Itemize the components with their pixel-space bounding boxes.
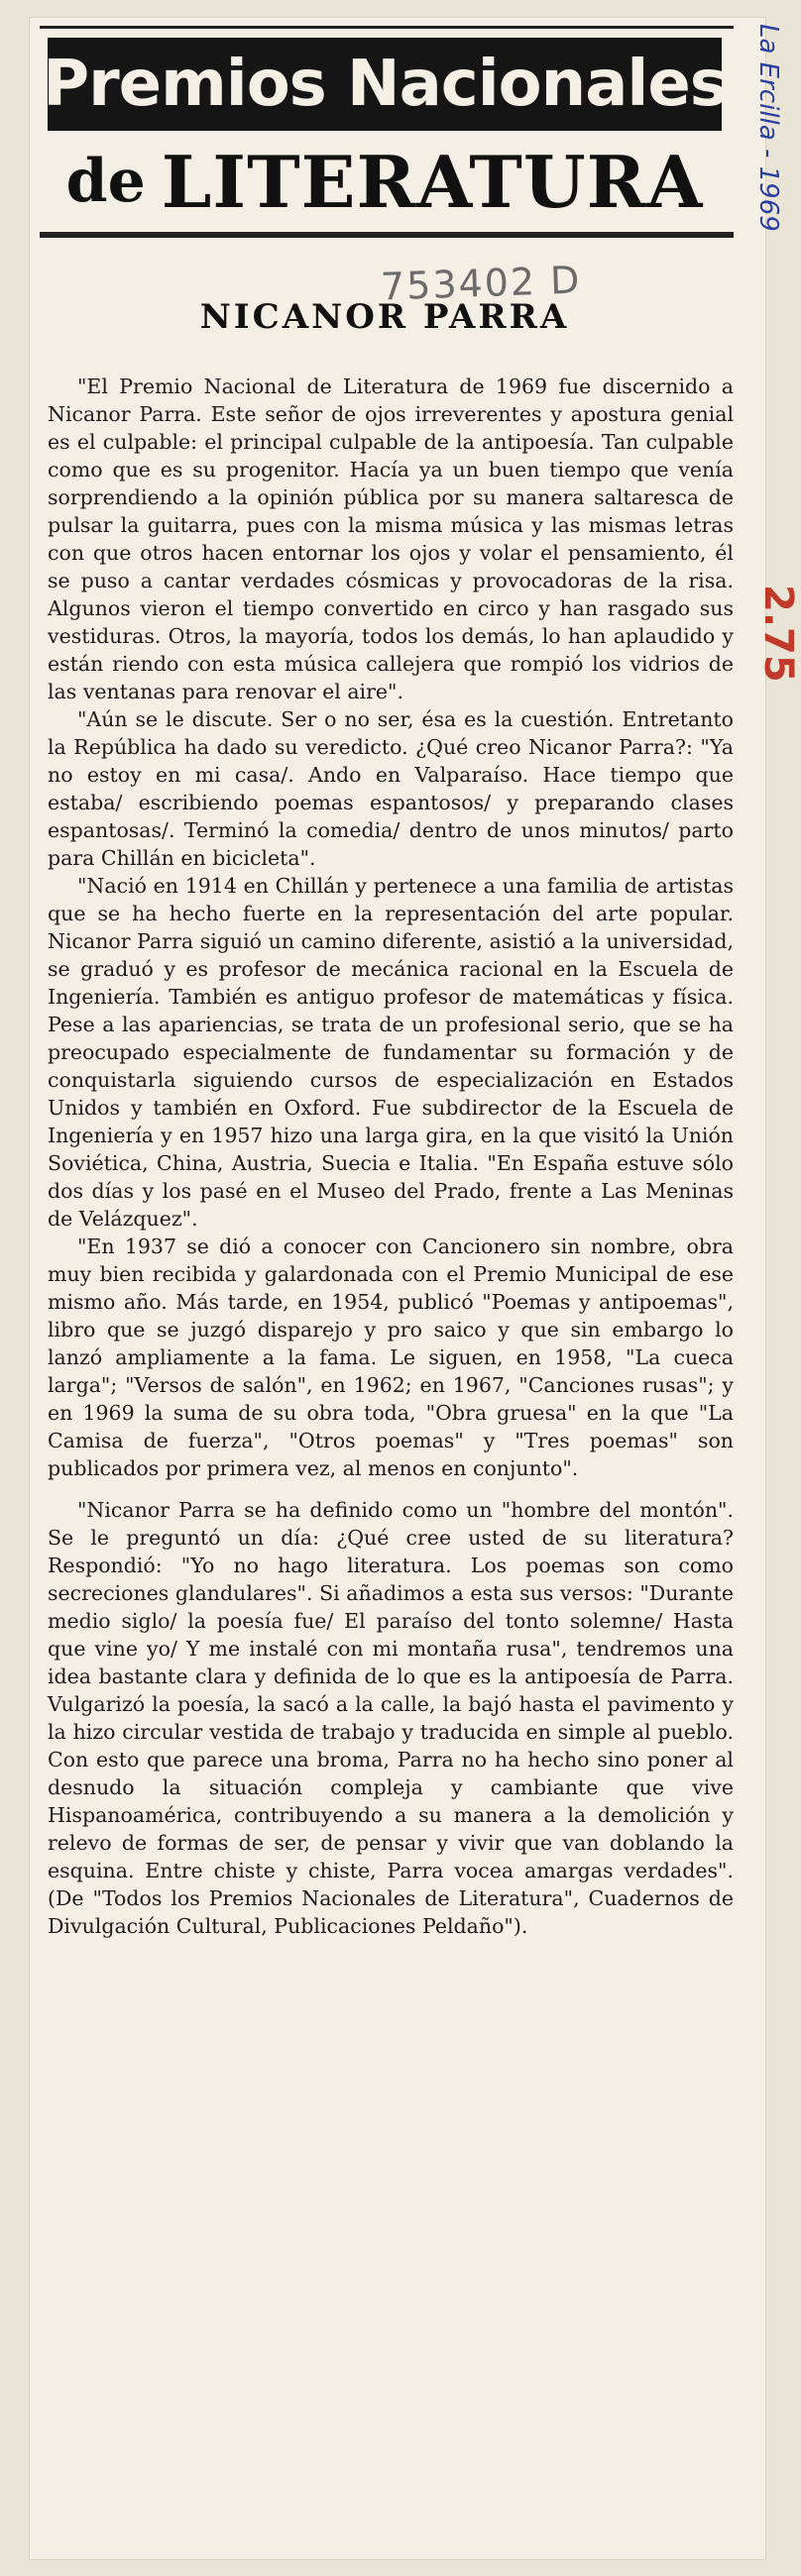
- title-main: LITERATURA: [161, 139, 704, 224]
- archive-stamp: 753402 D: [380, 258, 583, 309]
- paragraph: "Aún se le discute. Ser o no ser, ésa es la cuestión. Entretanto la República ha dado su veredicto. ¿Qué creo Nicanor Parra?: "Ya no estoy en mi casa/. Ando en Valparaíso. Hace tiempo que estaba/ escribiendo poemas espantosos/ y preparando clases espantosas/. Terminó la comedia/ dentro de unos minutos/ parto para Chillán en bicicleta".: [48, 707, 734, 870]
- paragraph: "Nicanor Parra se ha definido como un "hombre del montón". Se le preguntó un día: ¿Qué cree usted de su literatura? Respondió: "Yo no hago literatura. Los poemas son como secreciones glandulares". Si añadimos a esta sus versos: "Durante medio siglo/ la poesía fue/ El paraíso del tonto solemne/ Hasta que vine yo/ Y me instalé con mi montaña rusa", tendremos una idea bastante clara y definida de lo que es la antipoesía de Parra. Vulgarizó la poesía, la sacó a la calle, la bajó hasta el pavimento y la hizo circular vestida de trabajo y traducida en simple al pueblo. Con esto que parece una broma, Parra no ha hecho sino poner al desnudo la situación compleja y cambiante que vive Hispanoamérica, contribuyendo a su manera a la demolición y relevo de formas de ser, de pensar y vivir que van doblando la esquina. Entre chiste y chiste, Parra vocea amargas verdades". (De "Todos los Premios Nacionales de Literatura", Cuadernos de Divulgación Cultural, Publicaciones Peldaño").: [48, 1498, 734, 1938]
- paragraph: "Nació en 1914 en Chillán y pertenece a una familia de artistas que se ha hecho fuerte en la representación del arte popular. Nicanor Parra siguió un camino diferente, asistió a la universidad, se graduó y es profesor de mecánica racional en la Escuela de Ingeniería. También es antiguo profesor de matemáticas y física. Pese a las apariencias, se trata de un profesional serio, que se ha preocupado especialmente de fundamentar su formación y de conquistarla siguiendo cursos de especialización en Estados Unidos y también en Oxford. Fue subdirector de la Escuela de Ingeniería y en 1957 hizo una larga gira, en la que visitó la Unión Soviética, China, Austria, Suecia e Italia. "En España estuve sólo dos días y los pasé en el Museo del Prado, frente a Las Meninas de Velázquez".: [48, 874, 734, 1231]
- handwritten-number: 2.75: [755, 585, 801, 683]
- title-banner: [43, 38, 727, 131]
- article-heading: NICANOR PARRA: [199, 297, 570, 337]
- paragraph: "En 1937 se dió a conocer con Cancionero sin nombre, obra muy bien recibida y galardonada con el Premio Municipal de ese mismo año. Más tarde, en 1954, publicó "Poemas y antipoemas", libro que se juzgó disparejo y pro saico y que sin embargo lo lanzó ampliamente a la fama. Le siguen, en 1958, "La cueca larga"; "Versos de salón", en 1962; en 1967, "Canciones rusas"; y en 1969 la suma de su obra toda, "Obra gruesa" en la que "La Camisa de fuerza", "Otros poemas" y "Tres poemas" son publicados por primera vez, al menos en conjunto".: [48, 1234, 734, 1480]
- header-rule: [40, 232, 734, 238]
- title-line-1: Premios Nacionales: [43, 48, 727, 121]
- top-rule: [40, 26, 734, 29]
- title-line-2: [48, 137, 722, 226]
- paragraph: "El Premio Nacional de Literatura de 1969 fue discernido a Nicanor Parra. Este señor de ojos irreverentes y apostura genial es el culpable: el principal culpable de la antipoesía. Tan culpable como que es su progenitor. Hacía ya un buen tiempo que venía sorprendiendo a la opinión pública por su manera saltaresca de pulsar la guitarra, pues con la misma música y las mismas letras con que otros hacen entornar los ojos y volar el pensamiento, él se puso a cantar verdades cósmicas y provocadoras de la risa. Algunos vieron el tiempo convertido en circo y han rasgado sus vestiduras. Otros, la mayoría, todos los demás, lo han aplaudido y están riendo con esta música callejera que rompió los vidrios de las ventanas para renovar el aire".: [48, 375, 734, 703]
- handwritten-margin-note: La Ercilla - 1969: [753, 24, 783, 232]
- title-prefix: de: [65, 147, 146, 216]
- article-body: [48, 373, 734, 1940]
